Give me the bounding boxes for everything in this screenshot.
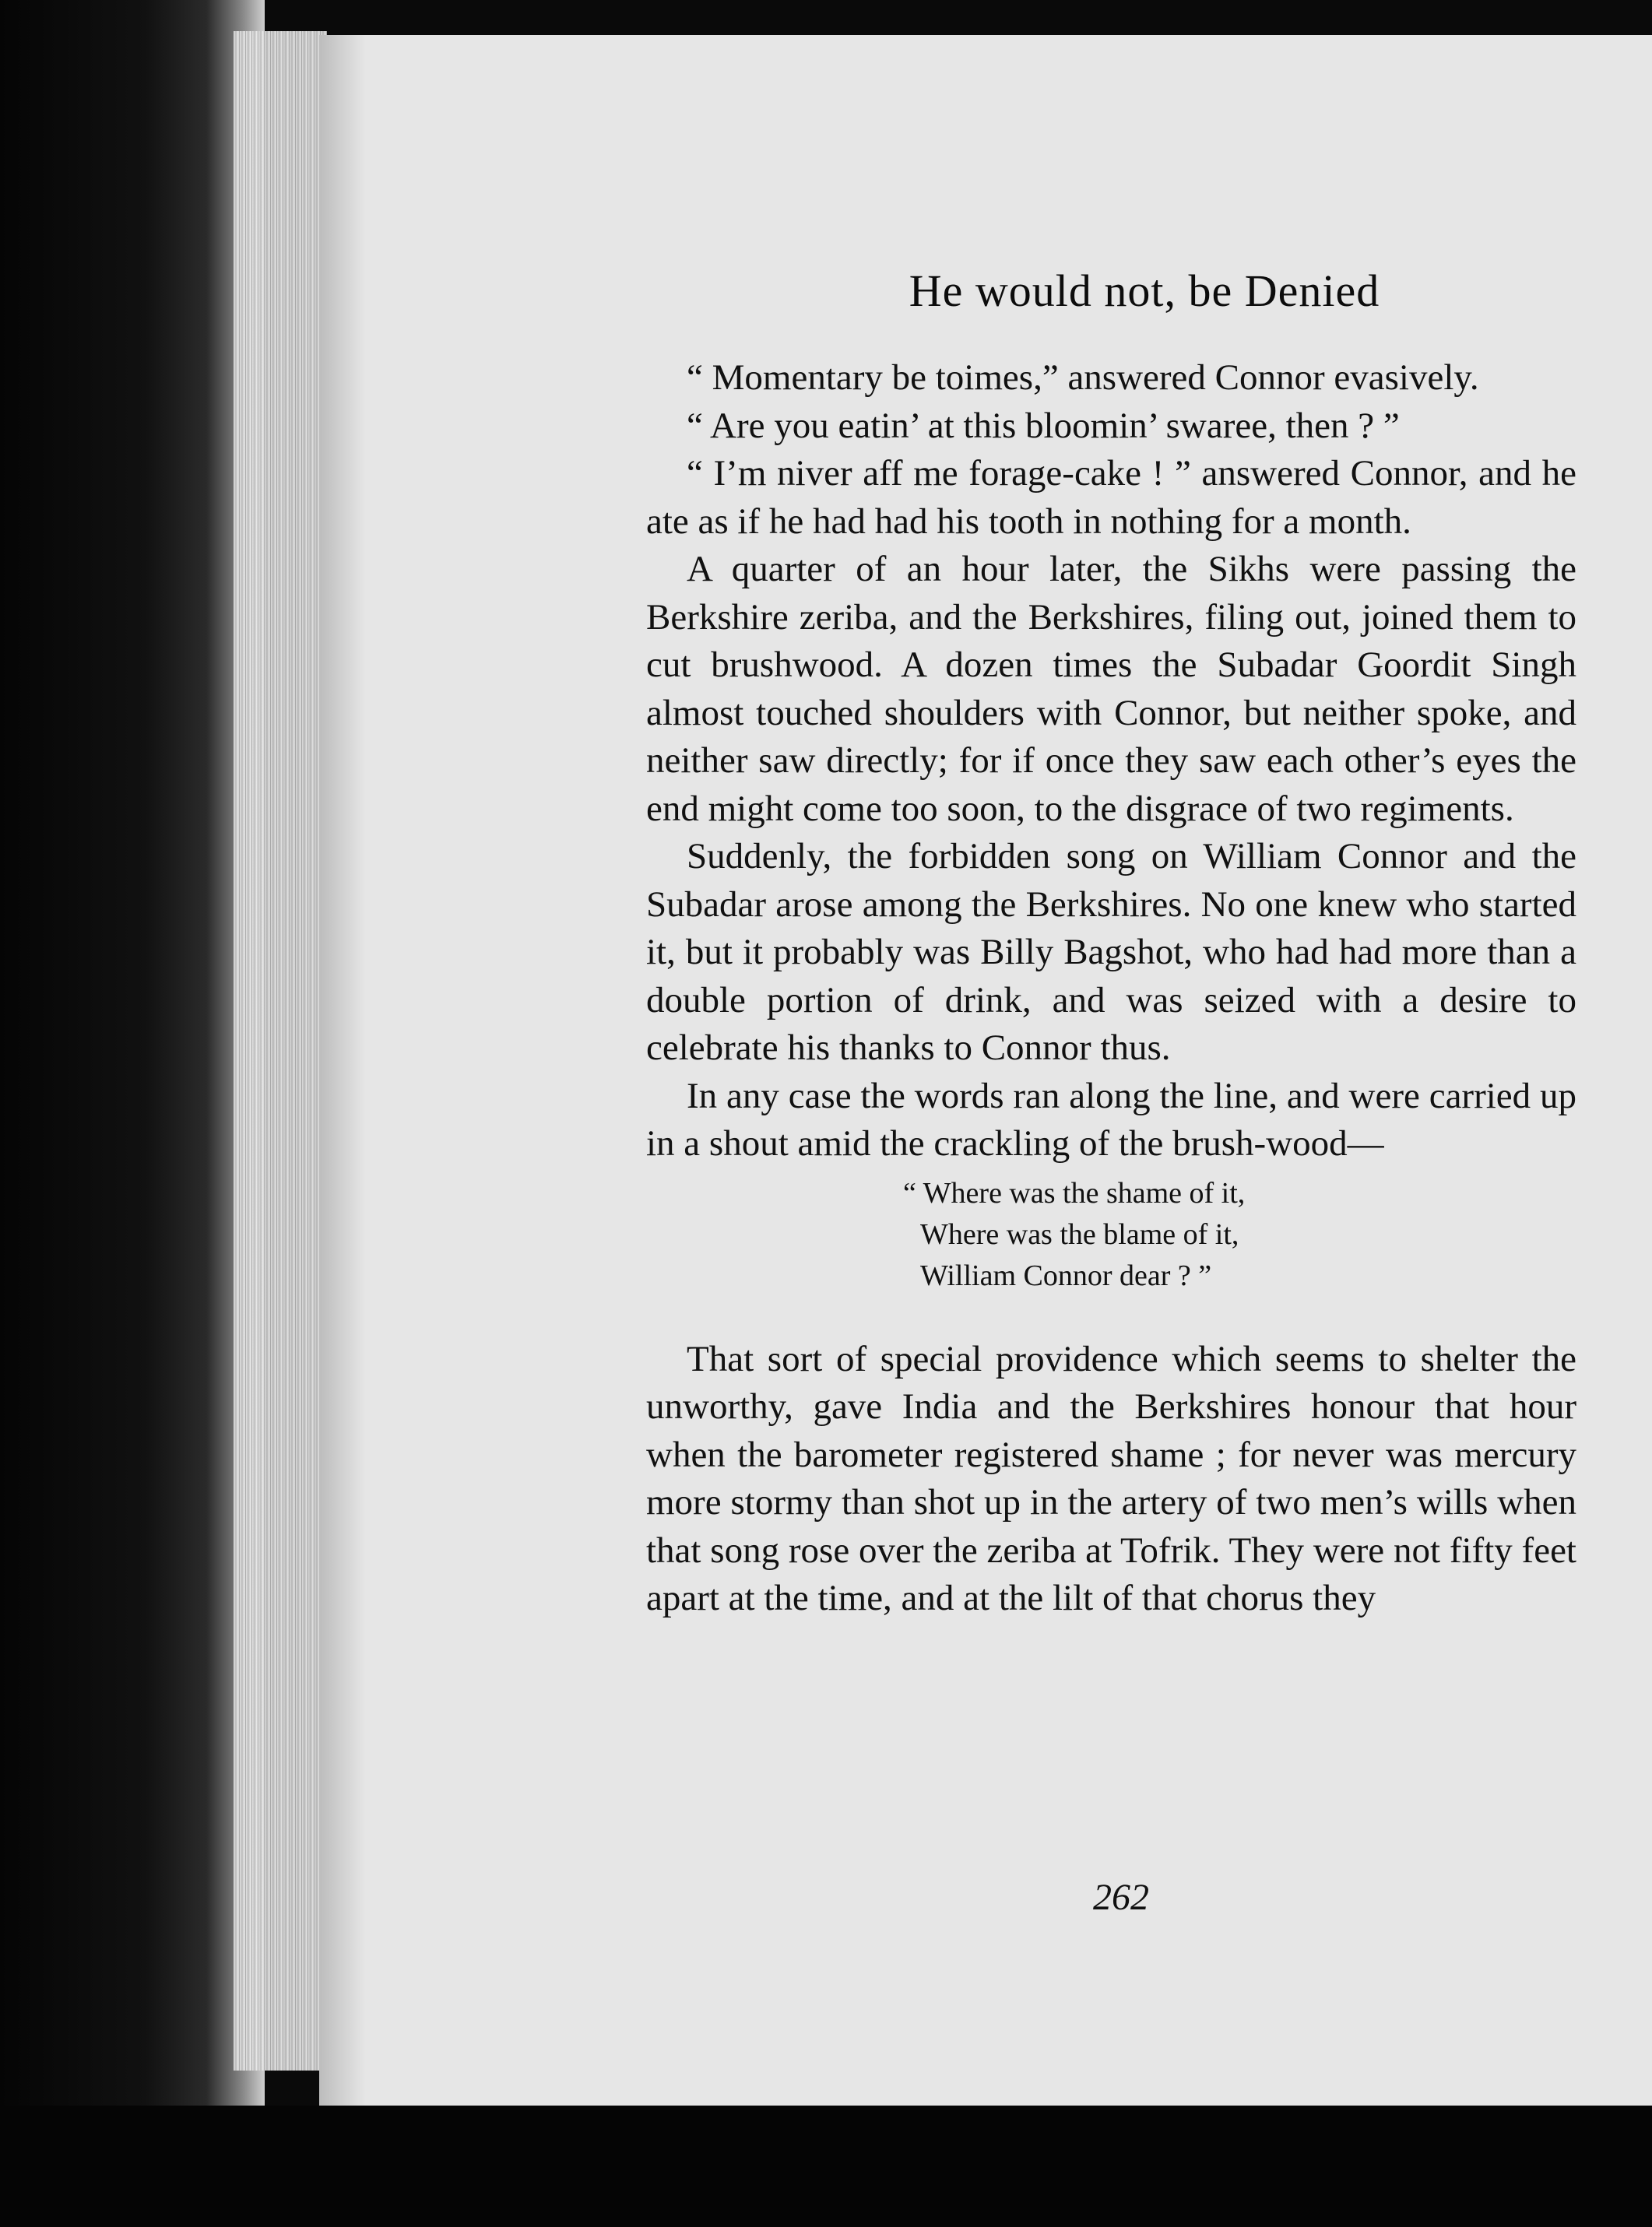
verse-line: “ Where was the shame of it, (903, 1176, 1246, 1210)
gutter-shadow (319, 35, 366, 2106)
paragraph: In any case the words ran along the line, and were carried up in a shout amid the crackling of the brush-wood— (646, 1075, 1576, 1164)
verse-line: William Connor dear ? ” (920, 1259, 1212, 1292)
paragraph: “ I’m niver aff me forage-cake ! ” answered Connor, and he ate as if he had had his tooth in nothing for a month. (646, 453, 1576, 542)
verse-line: Where was the blame of it, (920, 1217, 1239, 1251)
running-title: He would not, be Denied (909, 265, 1380, 316)
paragraph: “ Are you eatin’ at this bloomin’ swaree, then ? ” (687, 405, 1400, 446)
book-spine-edge (0, 0, 265, 2227)
page-stack-edges (234, 31, 327, 2071)
paragraph: “ Momentary be toimes,” answered Connor evasively. (687, 357, 1479, 398)
scan-background (0, 2106, 1652, 2227)
paragraph: Suddenly, the forbidden song on William Connor and the Subadar arose among the Berkshires. No one knew who started it, but it probably was Billy Bagshot, who had had more than a double portion of drink, and was seized with a desire to celebrate his thanks to Connor thus. (646, 836, 1576, 1068)
paragraph: A quarter of an hour later, the Sikhs were passing the Berkshire zeriba, and the Berkshires, filing out, joined them to cut brushwood. A dozen times the Subadar Goordit Singh almost touched shoulders with Connor, but neither spoke, and neither saw directly; for if once they saw each other’s eyes the end might come too soon, to the disgrace of two regiments. (646, 549, 1576, 829)
paragraph: That sort of special providence which seems to shelter the unworthy, gave India and the Berkshires honour that hour when the barometer registered shame ; for never was mercury more stormy than shot up in the artery of two men’s wills when that song rose over the zeriba at Tofrik. They were not fifty feet apart at the time, and at the lilt of that chorus they (646, 1338, 1576, 1618)
song-verse (646, 1168, 1576, 1336)
body-text (646, 354, 1576, 1623)
page-number: 262 (1093, 1877, 1149, 1918)
